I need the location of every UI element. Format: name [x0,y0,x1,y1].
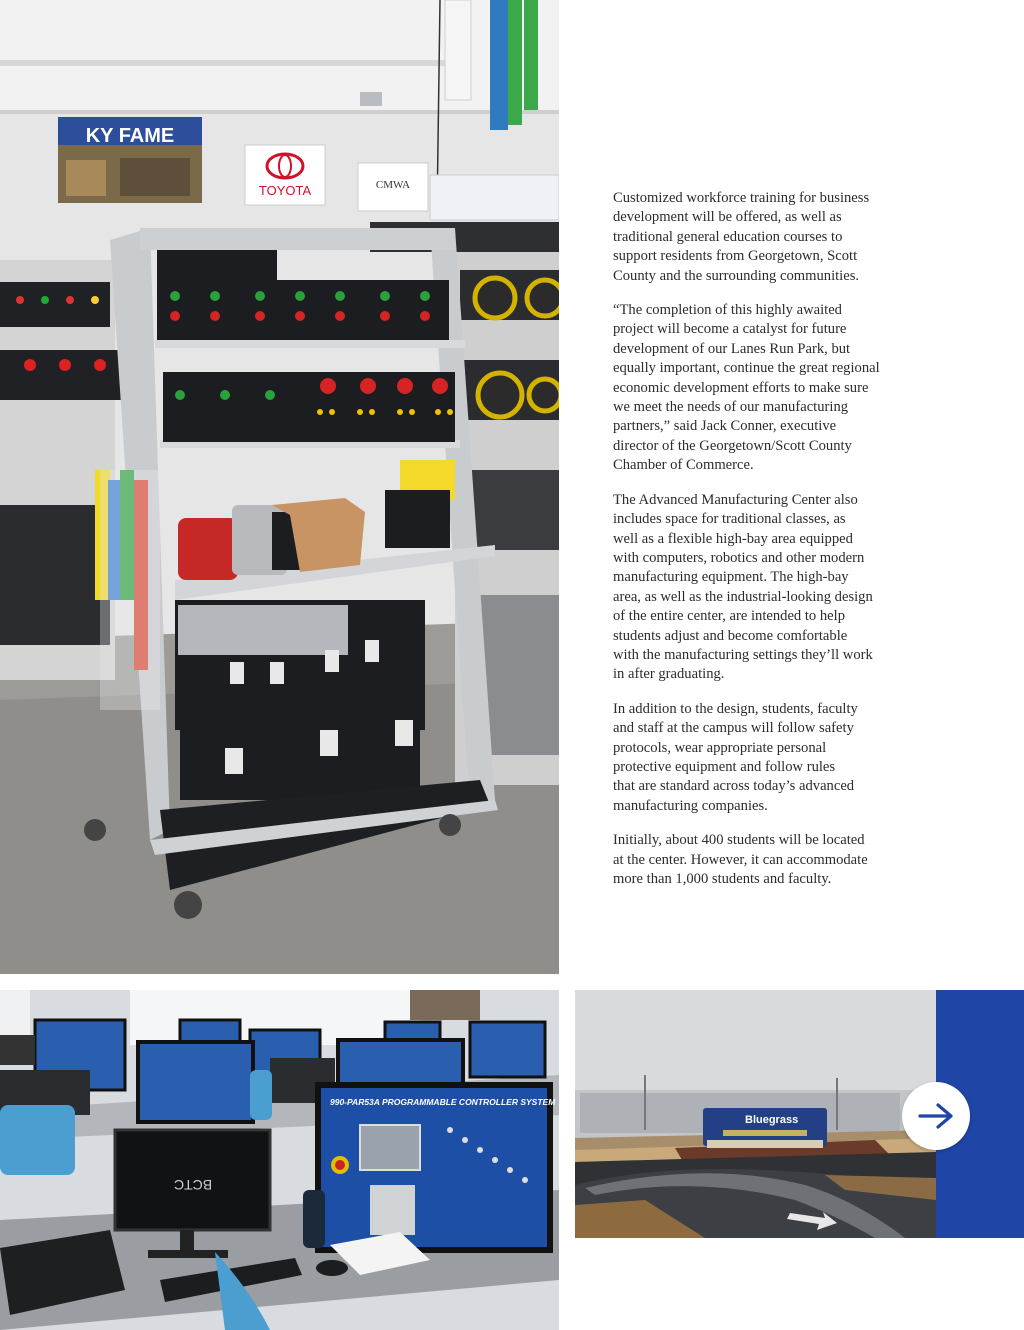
article-paragraph: The Advanced Manufacturing Center also includes space for traditional classes, as well as a flexible high-bay area equipped with computers, robotics and other modern manufacturing equipment. The high-bay area, as well as the industrial-looking design of the entire center, are intended to help students adjust and become comfortable with the manufacturing settings they’ll work in after graduating. [613,491,873,683]
article-paragraph: “The completion of this highly awaited project will become a catalyst for future development of our Lanes Run Park, but equally important, continue the great regional economic development efforts to make sure we meet the needs of our manufacturing partners,” said Jack Conner, executive director of the Georgetown/Scott County Chamber of Commerce. [613,302,880,474]
svg-text:990-PAR53A PROGRAMMABLE CONTRO: 990-PAR53A PROGRAMMABLE CONTROLLER SYSTEM [330,1097,556,1107]
cmwa-banner [358,163,428,211]
article-paragraph: In addition to the design, students, faculty and staff at the campus will follow safety protocols, wear appropriate personal protective equipment and follow rules that are standard across today’s advanced manufacturing companies. [613,700,858,814]
lab-photo [0,0,559,974]
svg-text:KY FAME: KY FAME [85,125,175,147]
svg-text:TOYOTA: TOYOTA [258,183,312,198]
toyota-banner [245,145,325,205]
article-paragraph: Customized workforce training for business development will be offered, as well as traditional general education courses to support residents from Georgetown, Scott County and the surrounding communities. [613,190,870,284]
computer-lab-photo [0,990,559,1330]
svg-text:Bluegrass: Bluegrass [745,1114,799,1126]
svg-text:BCTC: BCTC [173,1177,213,1193]
plc-trainer [318,1085,556,1250]
article-body [613,189,913,904]
campus-sign-photo [575,990,936,1238]
arrow-right-icon [917,1102,955,1130]
ky-fame-banner [58,117,202,203]
svg-text:CMWA: CMWA [375,179,411,191]
campus-sign [703,1108,827,1148]
article-paragraph: Initially, about 400 students will be located at the center. However, it can accommodate more than 1,000 students and faculty. [613,832,868,887]
next-page-button[interactable] [902,1082,970,1150]
